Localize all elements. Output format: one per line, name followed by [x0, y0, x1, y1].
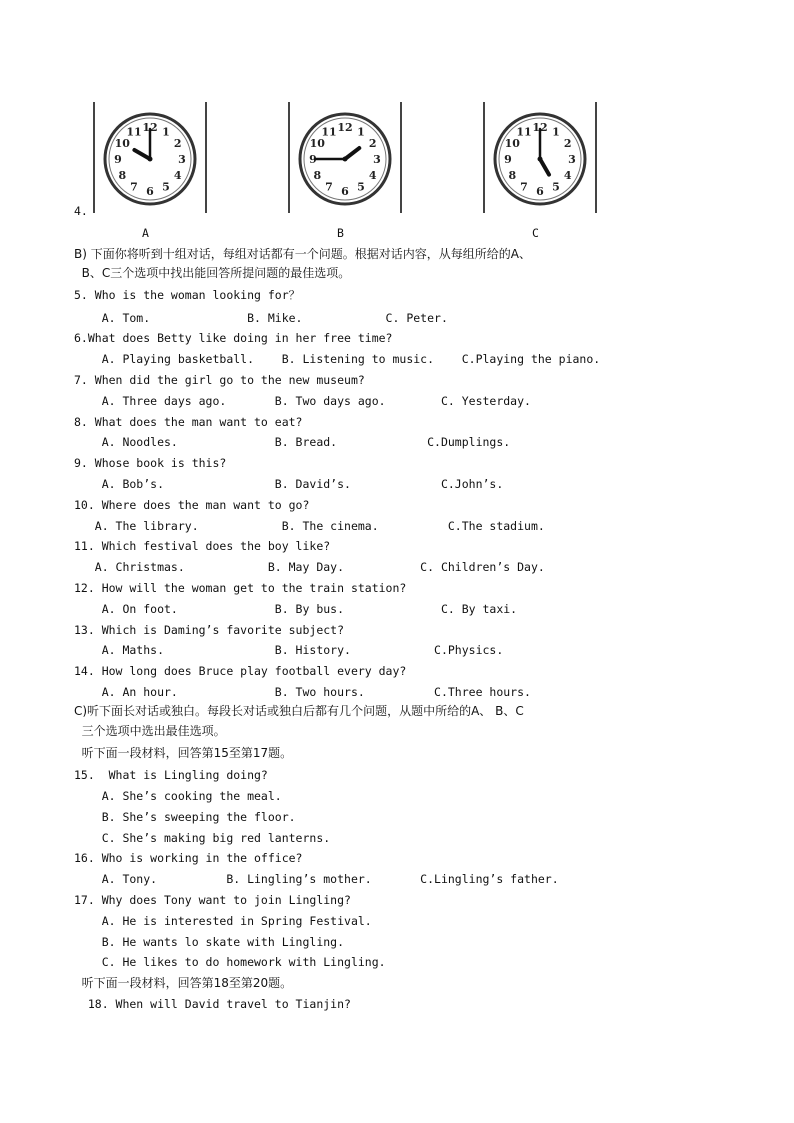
section-instruction: 三个选项中选出最佳选项。: [74, 724, 226, 738]
section-instruction: C)听下面长对话或独白。每段长对话或独白后都有几个问题，从题中所给的A、 B、C: [74, 704, 524, 718]
question-line: 9. Whose book is this?: [74, 456, 227, 470]
clock-numeral: 12: [337, 121, 353, 134]
question-line: C. He likes to do homework with Lingling.: [74, 955, 386, 969]
question-line: A. Bob’s. B. David’s. C.John’s.: [74, 477, 504, 491]
clock-numeral: 5: [162, 180, 170, 194]
question-line: A. Tom. B. Mike. C. Peter.: [74, 311, 448, 325]
clock-numeral: 1: [162, 125, 170, 139]
clock-numeral: 11: [516, 125, 532, 139]
clock-numeral: 1: [357, 125, 365, 139]
clock-numeral: 2: [173, 137, 182, 150]
question-line: 6.What does Betty like doing in her free time?: [74, 331, 393, 345]
clock-numeral: 9: [504, 153, 512, 166]
clock-numeral: 10: [309, 137, 325, 150]
clock-numeral: 10: [114, 137, 130, 150]
question-line: B. She’s sweeping the floor.: [74, 810, 296, 824]
section-instruction: 听下面一段材料，回答第15至第17题。: [74, 746, 293, 760]
clock-option-b: [288, 102, 402, 213]
clock-numeral: 3: [373, 153, 381, 166]
clock-ten-oclock-icon: [98, 105, 202, 209]
question-line: A. Maths. B. History. C.Physics.: [74, 643, 504, 657]
clock-numeral: 4: [563, 169, 572, 182]
question-line: 5. Who is the woman looking for？: [74, 288, 301, 302]
question-line: 7. When did the girl go to the new museum?: [74, 373, 365, 387]
clock-option-label: C: [532, 226, 539, 240]
clock-numeral: 8: [508, 169, 517, 182]
clock-numeral: 6: [146, 185, 154, 198]
clock-option-a: [93, 102, 207, 213]
question-line: A. The library. B. The cinema. C.The stadium.: [74, 519, 545, 533]
clock-numeral: 12: [532, 121, 548, 134]
clock-numeral: 3: [178, 153, 186, 166]
section-instruction: 听下面一段材料，回答第18至第20题。: [74, 976, 293, 990]
question-line: 8. What does the man want to eat?: [74, 415, 303, 429]
question-line: 15. What is Lingling doing?: [74, 768, 268, 782]
question-line: 12. How will the woman get to the train station?: [74, 581, 407, 595]
question-line: 17. Why does Tony want to join Lingling?: [74, 893, 351, 907]
clock-numeral: 11: [321, 125, 337, 139]
clock-quarter-to-two-icon: [293, 105, 397, 209]
clock-numeral: 2: [563, 137, 572, 150]
question-line: B. He wants lo skate with Lingling.: [74, 935, 345, 949]
question-line: A. On foot. B. By bus. C. By taxi.: [74, 602, 518, 616]
question-line: A. An hour. B. Two hours. C.Three hours.: [74, 685, 531, 699]
clock-numeral: 5: [357, 180, 365, 194]
clock-numeral: 5: [552, 180, 560, 194]
question-line: 11. Which festival does the boy like?: [74, 539, 331, 553]
clock-numeral: 11: [126, 125, 142, 139]
clock-numeral: 10: [504, 137, 520, 150]
question-line: A. Noodles. B. Bread. C.Dumplings.: [74, 435, 511, 449]
question-4-number: 4.: [74, 204, 88, 218]
question-line: 16. Who is working in the office?: [74, 851, 303, 865]
question-line: A. He is interested in Spring Festival.: [74, 914, 372, 928]
clock-numeral: 3: [568, 153, 576, 166]
section-instruction: B) 下面你将听到十组对话，每组对话都有一个问题。根据对话内容，从每组所给的A、: [74, 247, 531, 261]
question-line: 18. When will David travel to Tianjin?: [74, 997, 351, 1011]
section-instruction: B、C三个选项中找出能回答所提问题的最佳选项。: [74, 266, 351, 280]
question-line: 14. How long does Bruce play football every day?: [74, 664, 407, 678]
clock-numeral: 7: [130, 180, 138, 194]
clock-numeral: 8: [118, 169, 127, 182]
question-line: A. She’s cooking the meal.: [74, 789, 282, 803]
question-line: C. She’s making big red lanterns.: [74, 831, 331, 845]
question-line: A. Tony. B. Lingling’s mother. C.Lingling’s father.: [74, 872, 559, 886]
clock-numeral: 1: [552, 125, 560, 139]
clock-option-label: A: [142, 226, 149, 240]
clock-numeral: 8: [313, 169, 322, 182]
clock-numeral: 6: [536, 185, 544, 198]
clock-numeral: 9: [114, 153, 122, 166]
clock-option-c: [483, 102, 597, 213]
clock-numeral: 12: [142, 121, 158, 134]
clock-five-oclock-icon: [488, 105, 592, 209]
clock-numeral: 4: [173, 169, 182, 182]
clock-numeral: 7: [325, 180, 333, 194]
clock-numeral: 7: [520, 180, 528, 194]
clock-numeral: 9: [309, 153, 317, 166]
question-line: A. Playing basketball. B. Listening to music. C.Playing the piano.: [74, 352, 601, 366]
question-line: A. Christmas. B. May Day. C. Children’s Day.: [74, 560, 545, 574]
question-line: 13. Which is Daming’s favorite subject?: [74, 623, 345, 637]
clock-option-label: B: [337, 226, 344, 240]
clock-numeral: 4: [368, 169, 377, 182]
clock-numeral: 6: [341, 185, 349, 198]
clock-numeral: 2: [368, 137, 377, 150]
question-line: 10. Where does the man want to go?: [74, 498, 310, 512]
question-line: A. Three days ago. B. Two days ago. C. Yesterday.: [74, 394, 531, 408]
